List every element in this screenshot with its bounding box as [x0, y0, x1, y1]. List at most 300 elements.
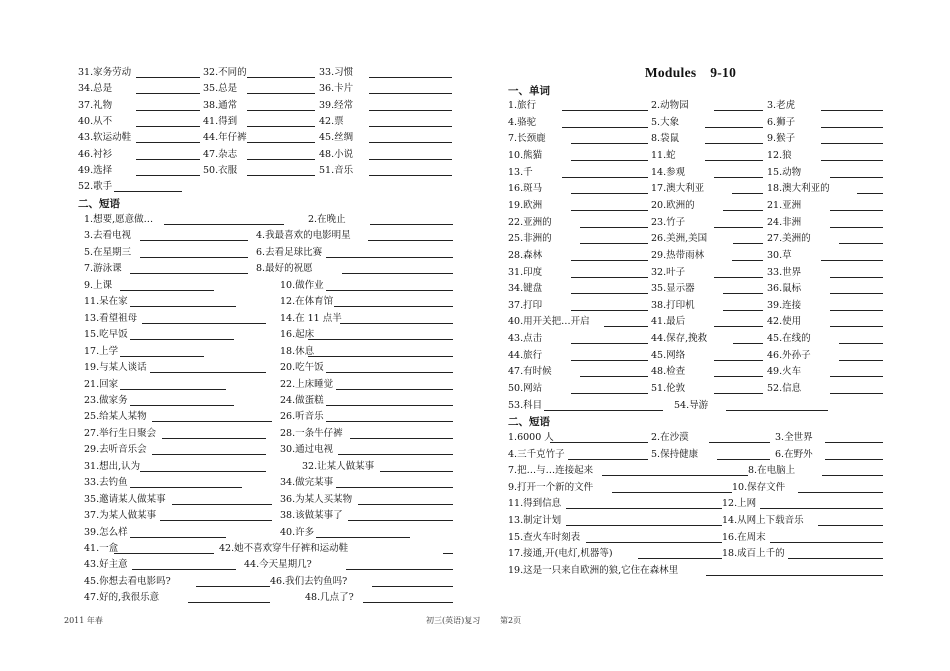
answer-blank[interactable]: [336, 487, 453, 488]
item-prompt: 15.吃早饭: [84, 329, 128, 341]
answer-blank[interactable]: [830, 310, 883, 311]
exercise-item: [256, 229, 453, 243]
answer-blank[interactable]: [821, 127, 883, 128]
answer-blank[interactable]: [152, 421, 272, 422]
item-prompt: 1.6000 人: [508, 432, 554, 443]
item-prompt: 47.有时候: [508, 366, 552, 378]
exercise-item: [508, 182, 648, 196]
answer-blank[interactable]: [338, 454, 453, 455]
answer-blank[interactable]: [130, 306, 236, 307]
exercise-item: [203, 66, 315, 80]
item-prompt: 27.举行生日聚会: [84, 427, 157, 439]
item-prompt: 26.美洲,美国: [651, 233, 708, 245]
answer-blank[interactable]: [830, 177, 883, 178]
exercise-item: [651, 349, 763, 363]
answer-blank[interactable]: [830, 326, 883, 327]
answer-blank[interactable]: [120, 389, 226, 390]
answer-blank[interactable]: [152, 454, 266, 455]
item-prompt: 43.好主意: [84, 559, 128, 571]
answer-blank[interactable]: [162, 438, 266, 439]
answer-blank[interactable]: [136, 93, 200, 94]
answer-blank[interactable]: [566, 508, 722, 509]
answer-blank[interactable]: [571, 310, 648, 311]
answer-blank[interactable]: [714, 376, 763, 377]
item-prompt: 33.去钓鱼: [84, 477, 128, 489]
exercise-item: [203, 99, 315, 113]
exercise-item: [84, 526, 226, 540]
exercise-item: [78, 180, 182, 194]
answer-blank[interactable]: [839, 360, 883, 361]
answer-blank[interactable]: [136, 77, 200, 78]
item-prompt: 31.想出,认为: [84, 460, 141, 472]
item-prompt: 4.三千克竹子: [508, 448, 565, 460]
exercise-item: [508, 431, 648, 445]
answer-blank[interactable]: [342, 273, 453, 274]
answer-blank[interactable]: [732, 260, 763, 261]
answer-blank[interactable]: [130, 537, 226, 538]
item-prompt: 10.做作业: [280, 279, 324, 291]
item-prompt: 12.在体育馆: [280, 296, 334, 308]
answer-blank[interactable]: [136, 110, 200, 111]
exercise-item: [767, 232, 883, 246]
answer-blank[interactable]: [580, 376, 648, 377]
exercise-item: [84, 558, 236, 572]
item-prompt: 42.使用: [767, 316, 802, 328]
item-prompt: 34.总是: [78, 83, 113, 95]
answer-blank[interactable]: [821, 143, 883, 144]
answer-blank[interactable]: [140, 240, 248, 241]
answer-blank[interactable]: [825, 459, 883, 460]
answer-blank[interactable]: [822, 475, 883, 476]
item-prompt: 46.我们去钓鱼吗?: [270, 575, 348, 587]
answer-blank[interactable]: [130, 405, 234, 406]
exercise-item: [84, 229, 248, 243]
answer-blank[interactable]: [369, 142, 452, 143]
answer-blank[interactable]: [368, 240, 453, 241]
answer-blank[interactable]: [566, 525, 722, 526]
exercise-item: [722, 497, 883, 511]
answer-blank[interactable]: [717, 459, 770, 460]
answer-blank[interactable]: [120, 356, 204, 357]
exercise-item: [767, 299, 883, 313]
answer-blank[interactable]: [723, 310, 763, 311]
item-prompt: 37.为某人做某事: [84, 510, 157, 522]
answer-blank[interactable]: [770, 542, 883, 543]
exercise-item: [280, 328, 453, 342]
answer-blank[interactable]: [580, 243, 648, 244]
item-prompt: 48.几点了?: [305, 592, 354, 604]
item-prompt: 15.动物: [767, 166, 802, 178]
answer-blank[interactable]: [733, 243, 763, 244]
exercise-item: [84, 394, 234, 408]
exercise-item: [508, 399, 663, 413]
item-prompt: 29.去听音乐会: [84, 444, 147, 456]
answer-blank[interactable]: [316, 537, 410, 538]
item-prompt: 5.大象: [651, 116, 680, 128]
answer-blank[interactable]: [571, 160, 648, 161]
exercise-item: [767, 132, 883, 146]
exercise-item: [84, 410, 272, 424]
answer-blank[interactable]: [114, 553, 214, 554]
answer-blank[interactable]: [544, 410, 663, 411]
answer-blank[interactable]: [706, 575, 883, 576]
answer-blank[interactable]: [798, 492, 883, 493]
item-prompt: 18.成百上千的: [722, 548, 785, 560]
answer-blank[interactable]: [571, 277, 648, 278]
exercise-item: [508, 199, 648, 213]
item-prompt: 3.去看电视: [84, 230, 132, 242]
item-prompt: 40.从不: [78, 115, 113, 127]
item-prompt: 43.软运动鞋: [78, 132, 132, 144]
answer-blank[interactable]: [369, 126, 452, 127]
exercise-item: [280, 476, 453, 490]
item-prompt: 18.澳大利亚的: [767, 183, 830, 195]
answer-blank[interactable]: [571, 343, 648, 344]
item-prompt: 23.竹子: [651, 216, 686, 228]
footer-subject: 初三(英语)复习: [426, 616, 481, 625]
exercise-item: [508, 547, 722, 561]
answer-blank[interactable]: [709, 442, 770, 443]
answer-blank[interactable]: [308, 356, 453, 357]
item-prompt: 44.年仔裤: [203, 132, 247, 144]
exercise-item: [767, 349, 883, 363]
answer-blank[interactable]: [568, 459, 648, 460]
answer-blank[interactable]: [443, 553, 453, 554]
exercise-item: [203, 164, 315, 178]
answer-blank[interactable]: [604, 326, 648, 327]
answer-blank[interactable]: [142, 323, 266, 324]
answer-blank[interactable]: [714, 360, 763, 361]
answer-blank[interactable]: [612, 492, 732, 493]
exercise-item: [84, 213, 284, 227]
item-prompt: 44.旅行: [508, 349, 543, 361]
exercise-item: [508, 464, 748, 478]
item-prompt: 52.信息: [767, 383, 802, 395]
exercise-item: [84, 591, 270, 605]
item-prompt: 32.让某人做某事: [302, 460, 375, 472]
item-prompt: 44.今天星期几?: [244, 559, 312, 571]
item-prompt: 12.狼: [767, 149, 792, 161]
exercise-item: [651, 332, 763, 346]
answer-blank[interactable]: [760, 508, 883, 509]
answer-blank[interactable]: [726, 410, 828, 411]
answer-blank[interactable]: [857, 193, 883, 194]
answer-blank[interactable]: [340, 323, 453, 324]
exercise-item: [767, 332, 883, 346]
exercise-item: [508, 232, 648, 246]
item-prompt: 47.杂志: [203, 148, 238, 160]
exercise-item: [651, 116, 763, 130]
answer-blank[interactable]: [821, 110, 883, 111]
item-prompt: 35.总是: [203, 83, 238, 95]
answer-blank[interactable]: [140, 257, 248, 258]
item-prompt: 19.与某人谈话: [84, 362, 147, 374]
exercise-item: [651, 199, 763, 213]
answer-blank[interactable]: [733, 343, 763, 344]
answer-blank[interactable]: [114, 191, 182, 192]
answer-blank[interactable]: [602, 475, 748, 476]
answer-blank[interactable]: [136, 142, 200, 143]
answer-blank[interactable]: [247, 142, 315, 143]
answer-blank[interactable]: [188, 602, 270, 603]
item-prompt: 40.用开关把…开启: [508, 316, 590, 328]
exercise-item: [775, 448, 883, 462]
answer-blank[interactable]: [839, 243, 883, 244]
answer-blank[interactable]: [326, 421, 453, 422]
answer-blank[interactable]: [571, 260, 648, 261]
answer-blank[interactable]: [571, 193, 648, 194]
answer-blank[interactable]: [825, 442, 883, 443]
answer-blank[interactable]: [247, 175, 315, 176]
answer-blank[interactable]: [788, 558, 883, 559]
item-prompt: 34.键盘: [508, 283, 543, 295]
answer-blank[interactable]: [705, 127, 763, 128]
exercise-item: [508, 299, 648, 313]
answer-blank[interactable]: [571, 293, 648, 294]
exercise-item: [280, 493, 453, 507]
item-prompt: 2.在沙漠: [651, 432, 689, 443]
item-prompt: 37.打印: [508, 299, 543, 311]
answer-blank[interactable]: [247, 93, 315, 94]
answer-blank[interactable]: [346, 569, 453, 570]
exercise-item: [767, 116, 883, 130]
answer-blank[interactable]: [247, 110, 315, 111]
answer-blank[interactable]: [714, 110, 763, 111]
exercise-item: [84, 312, 266, 326]
exercise-item: [302, 460, 453, 474]
exercise-item: [280, 378, 453, 392]
answer-blank[interactable]: [586, 542, 722, 543]
answer-blank[interactable]: [196, 586, 270, 587]
item-prompt: 47.好的,我很乐意: [84, 592, 160, 604]
answer-blank[interactable]: [326, 372, 453, 373]
item-prompt: 39.怎么样: [84, 526, 128, 538]
phrases-heading: 二、短语: [78, 198, 120, 210]
exercise-item: [84, 279, 214, 293]
exercise-item: [78, 131, 200, 145]
item-prompt: 35.显示器: [651, 283, 695, 295]
exercise-item: [256, 262, 453, 276]
item-prompt: 54.导游: [674, 399, 709, 411]
exercise-item: [84, 476, 242, 490]
answer-blank[interactable]: [130, 273, 248, 274]
exercise-item: [308, 213, 453, 227]
answer-blank[interactable]: [830, 293, 883, 294]
exercise-item: [319, 164, 452, 178]
answer-blank[interactable]: [818, 525, 883, 526]
item-prompt: 10.保存文件: [732, 481, 786, 493]
answer-blank[interactable]: [380, 471, 453, 472]
item-prompt: 8.袋鼠: [651, 133, 680, 145]
exercise-item: [203, 115, 315, 129]
item-prompt: 49.火车: [767, 366, 802, 378]
exercise-item: [651, 365, 763, 379]
exercise-item: [319, 82, 452, 96]
answer-blank[interactable]: [372, 586, 453, 587]
item-prompt: 49.选择: [78, 164, 113, 176]
exercise-item: [722, 531, 883, 545]
item-prompt: 20.吃午饭: [280, 362, 324, 374]
answer-blank[interactable]: [562, 177, 648, 178]
item-prompt: 3.老虎: [767, 100, 796, 111]
answer-blank[interactable]: [130, 339, 234, 340]
item-prompt: 4.骆驼: [508, 116, 537, 128]
answer-blank[interactable]: [150, 372, 266, 373]
answer-blank[interactable]: [830, 210, 883, 211]
exercise-item: [508, 448, 648, 462]
item-prompt: 14.从网上下载音乐: [722, 515, 804, 526]
item-prompt: 40.许多: [280, 526, 315, 538]
exercise-item: [508, 132, 648, 146]
item-prompt: 31.印度: [508, 266, 543, 278]
item-prompt: 32.不同的: [203, 67, 247, 78]
answer-blank[interactable]: [562, 127, 648, 128]
answer-blank[interactable]: [723, 293, 763, 294]
answer-blank[interactable]: [714, 177, 763, 178]
item-prompt: 5.在星期三: [84, 246, 132, 258]
exercise-item: [84, 493, 272, 507]
exercise-item: [674, 399, 828, 413]
answer-blank[interactable]: [714, 277, 763, 278]
answer-blank[interactable]: [172, 504, 272, 505]
answer-blank[interactable]: [580, 227, 648, 228]
exercise-item: [767, 216, 883, 230]
item-prompt: 51.伦敦: [651, 383, 686, 395]
item-prompt: 30.草: [767, 249, 792, 261]
answer-blank[interactable]: [714, 326, 763, 327]
answer-blank[interactable]: [130, 487, 242, 488]
item-prompt: 16.起床: [280, 329, 315, 341]
exercise-item: [722, 547, 883, 561]
answer-blank[interactable]: [334, 306, 453, 307]
item-prompt: 39.经常: [319, 99, 354, 111]
exercise-item: [78, 82, 200, 96]
exercise-item: [280, 443, 453, 457]
exercise-item: [280, 526, 410, 540]
item-prompt: 12.上网: [722, 498, 757, 510]
exercise-item: [84, 542, 214, 556]
answer-blank[interactable]: [370, 224, 453, 225]
answer-blank[interactable]: [369, 175, 452, 176]
item-prompt: 6.狮子: [767, 116, 796, 128]
exercise-item: [722, 514, 883, 528]
exercise-item: [203, 82, 315, 96]
item-prompt: 48.检查: [651, 366, 686, 378]
answer-blank[interactable]: [705, 143, 763, 144]
answer-blank[interactable]: [571, 143, 648, 144]
answer-blank[interactable]: [830, 393, 883, 394]
answer-blank[interactable]: [308, 339, 453, 340]
item-prompt: 22.上床睡觉: [280, 378, 334, 390]
answer-blank[interactable]: [821, 160, 883, 161]
vocab-heading: 一、单词: [508, 85, 550, 97]
answer-blank[interactable]: [714, 227, 763, 228]
answer-blank[interactable]: [369, 77, 452, 78]
answer-blank[interactable]: [326, 290, 453, 291]
exercise-item: [651, 216, 763, 230]
item-prompt: 10.熊猫: [508, 149, 543, 161]
answer-blank[interactable]: [369, 110, 452, 111]
exercise-item: [767, 99, 883, 113]
exercise-item: [767, 149, 883, 163]
item-prompt: 19.这是一只来自欧洲的狼,它住在森林里: [508, 564, 679, 576]
exercise-item: [280, 361, 453, 375]
answer-blank[interactable]: [550, 442, 648, 443]
answer-blank[interactable]: [705, 160, 763, 161]
answer-blank[interactable]: [247, 159, 315, 160]
answer-blank[interactable]: [638, 558, 722, 559]
item-prompt: 1.想要,愿意做…: [84, 214, 154, 225]
exercise-item: [651, 299, 763, 313]
answer-blank[interactable]: [140, 471, 266, 472]
answer-blank[interactable]: [136, 175, 200, 176]
answer-blank[interactable]: [562, 110, 648, 111]
answer-blank[interactable]: [136, 159, 200, 160]
answer-blank[interactable]: [369, 159, 452, 160]
exercise-item: [775, 431, 883, 445]
answer-blank[interactable]: [369, 93, 452, 94]
answer-blank[interactable]: [830, 376, 883, 377]
exercise-item: [84, 460, 266, 474]
answer-blank[interactable]: [571, 393, 648, 394]
answer-blank[interactable]: [363, 602, 453, 603]
answer-blank[interactable]: [839, 343, 883, 344]
item-prompt: 6.在野外: [775, 448, 813, 460]
answer-blank[interactable]: [723, 210, 763, 211]
answer-blank[interactable]: [164, 224, 284, 225]
exercise-item: [319, 148, 452, 162]
exercise-item: [767, 282, 883, 296]
item-prompt: 31.家务劳动: [78, 67, 132, 78]
item-prompt: 9.打开一个新的文件: [508, 481, 594, 493]
answer-blank[interactable]: [714, 393, 763, 394]
answer-blank[interactable]: [358, 504, 453, 505]
answer-blank[interactable]: [571, 360, 648, 361]
answer-blank[interactable]: [247, 126, 315, 127]
answer-blank[interactable]: [348, 520, 453, 521]
answer-blank[interactable]: [350, 438, 453, 439]
exercise-item: [319, 99, 452, 113]
answer-blank[interactable]: [160, 520, 272, 521]
item-prompt: 46.衬衫: [78, 148, 113, 160]
exercise-item: [767, 266, 883, 280]
exercise-item: [508, 249, 648, 263]
item-prompt: 28.一条牛仔裤: [280, 427, 343, 439]
answer-blank[interactable]: [326, 257, 453, 258]
item-prompt: 25.给某人某物: [84, 411, 147, 423]
answer-blank[interactable]: [132, 569, 236, 570]
exercise-item: [319, 131, 452, 145]
answer-blank[interactable]: [247, 77, 315, 78]
answer-blank[interactable]: [136, 126, 200, 127]
exercise-item: [767, 166, 883, 180]
exercise-item: [767, 382, 883, 396]
item-prompt: 52.歌手: [78, 181, 113, 193]
answer-blank[interactable]: [821, 260, 883, 261]
answer-blank[interactable]: [571, 210, 648, 211]
answer-blank[interactable]: [830, 227, 883, 228]
answer-blank[interactable]: [732, 193, 763, 194]
exercise-item: [508, 149, 648, 163]
item-prompt: 17.上学: [84, 345, 119, 357]
exercise-item: [78, 66, 200, 80]
answer-blank[interactable]: [326, 405, 453, 406]
item-prompt: 2.动物园: [651, 100, 689, 111]
answer-blank[interactable]: [336, 389, 453, 390]
answer-blank[interactable]: [120, 290, 214, 291]
item-prompt: 9.猴子: [767, 133, 796, 145]
answer-blank[interactable]: [830, 277, 883, 278]
